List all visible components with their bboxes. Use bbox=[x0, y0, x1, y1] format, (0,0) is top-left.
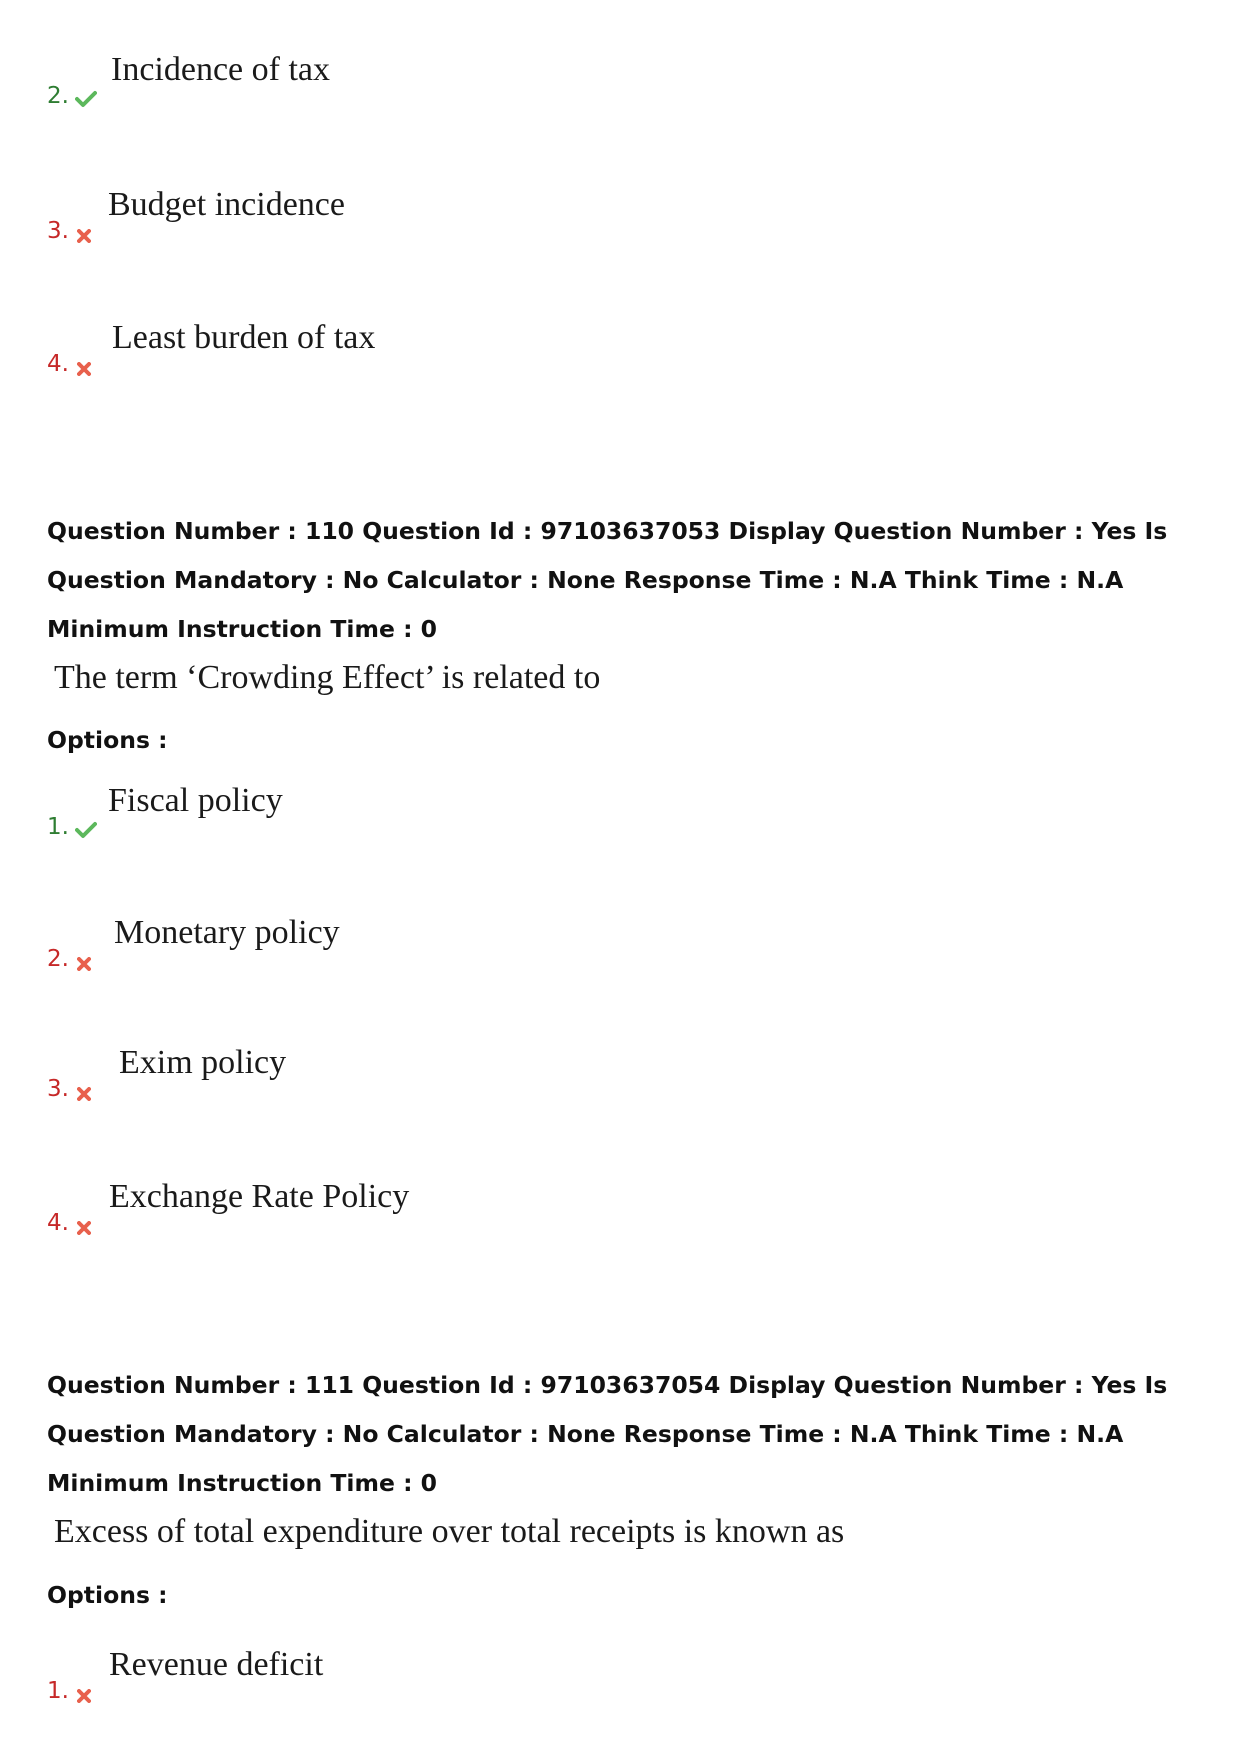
option-number: 3. bbox=[47, 218, 69, 244]
question-text: The term ‘Crowding Effect’ is related to bbox=[54, 659, 601, 696]
option-item bbox=[47, 1177, 947, 1237]
cross-icon bbox=[77, 362, 91, 376]
option-item bbox=[47, 318, 947, 378]
option-item bbox=[47, 781, 947, 841]
cross-icon bbox=[77, 1087, 91, 1101]
option-number: 1. bbox=[47, 1678, 69, 1704]
options-label: Options : bbox=[47, 1581, 168, 1609]
option-number: 4. bbox=[47, 1210, 69, 1236]
cross-icon bbox=[77, 957, 91, 971]
option-item bbox=[47, 185, 947, 245]
cross-icon bbox=[77, 229, 91, 243]
cross-icon bbox=[77, 1221, 91, 1235]
option-text: Exchange Rate Policy bbox=[109, 1178, 410, 1215]
check-icon bbox=[75, 90, 97, 108]
option-number: 1. bbox=[47, 814, 69, 840]
cross-icon bbox=[77, 1689, 91, 1703]
option-number: 2. bbox=[47, 83, 69, 109]
options-label: Options : bbox=[47, 726, 168, 754]
question-meta: Question Number : 111 Question Id : 97103637054 Display Question Number : Yes Is Question Mandatory : No Calculator : None Response Time : N.A Think Time : N.A Minimum Instruction Time : 0 bbox=[47, 1371, 1168, 1497]
option-item bbox=[47, 1645, 947, 1705]
option-text: Budget incidence bbox=[108, 186, 345, 223]
option-text: Exim policy bbox=[119, 1044, 287, 1081]
option-number: 2. bbox=[47, 946, 69, 972]
option-number: 3. bbox=[47, 1076, 69, 1102]
check-icon bbox=[75, 821, 97, 839]
option-text: Fiscal policy bbox=[108, 782, 283, 819]
option-item bbox=[47, 50, 947, 110]
option-text: Least burden of tax bbox=[112, 319, 376, 356]
option-item bbox=[47, 1043, 947, 1103]
option-text: Revenue deficit bbox=[109, 1646, 324, 1683]
option-text: Incidence of tax bbox=[111, 51, 330, 88]
option-text: Monetary policy bbox=[114, 914, 340, 951]
option-number: 4. bbox=[47, 351, 69, 377]
question-meta: Question Number : 110 Question Id : 97103637053 Display Question Number : Yes Is Question Mandatory : No Calculator : None Response Time : N.A Think Time : N.A Minimum Instruction Time : 0 bbox=[47, 517, 1168, 643]
option-item bbox=[47, 913, 947, 973]
question-text: Excess of total expenditure over total receipts is known as bbox=[54, 1513, 845, 1550]
